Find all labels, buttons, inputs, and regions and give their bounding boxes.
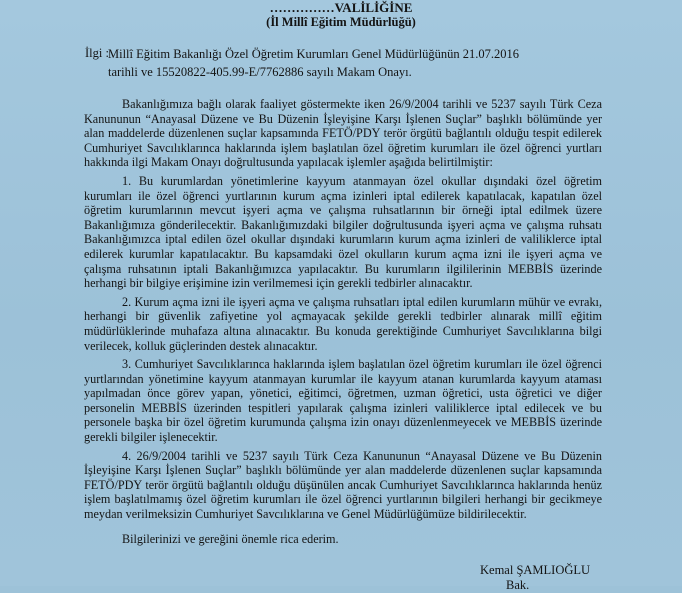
signatory-name: Kemal ŞAMLIOĞLU: [480, 563, 591, 577]
item-1-paragraph: 1. Bu kurumlardan yönetimlerine kayyum atanmayan özel okullar dışındaki özel öğretim kurumları ile özel öğrenci yurtlarının kurum açma izinleri iptal edilerek kapatılacak, kapatılan özel öğretim kurumlarının mevcut işyeri açma ve çalışma ruhsatlarının bir örneği iptal edilmek üzere Bakanlığımıza gönderilecektir. Bakanlığımızdaki bilgiler doğrultusunda işyeri açma ve çalışma ruhsatı Bakanlığımızca iptal edilen özel okullar dışındaki kurumların kurum açma izinleri de valiliklerce iptal edilerek kurumlar kapatılacaktır. Bu kapsamdaki özel okulların kurum açma izni ile işyeri açma ve çalışma ruhsatının iptali Bakanlığımızca yapılacaktır. Bu kurumların ilgililerinin MEBBİS üzerinde herhangi bir bilgiye erişimine izin verilmemesi için gerekli tedbirler alınacaktır.: [84, 173, 602, 291]
item-3-paragraph: 3. Cumhuriyet Savcılıklarınca haklarında işlem başlatılan özel öğretim kurumları ile özel öğrenci yurtlarından yönetimine kayyum atanmayan kurumlar ile kayyum atanan kurumlarda kayyum ataması yapılmadan önce görev yapan, yönetici, eğitimci, öğretmen, uzman öğretici, usta öğretici ve diğer personelin MEBBİS üzerinden tespitleri yapılarak çalışma izinleri valiliklerce iptal edilecek ve bu personele başka bir özel öğretim kurumunda çalışma izin onayı düzenlenmeyecek ve MEBBİS üzerinde gerekli bilgiler işlenecektir.: [84, 357, 602, 445]
item-2-paragraph: 2. Kurum açma izni ile işyeri açma ve çalışma ruhsatları iptal edilen kurumların mühür ve evrakı, herhangi bir güvenlik zafiyetine yol açmayacak şekilde gerekli tedbirler alınarak millî eğitim müdürlüklerinde muhafaza altına alınacaktır. Bu konuda gerektiğinde Cumhuriyet Savcılıklarına bilgi verilecek, kolluk güçlerinden destek alınacaktır.: [84, 294, 602, 353]
addressee-subtitle: (İl Millî Eğitim Müdürlüğü): [266, 15, 416, 29]
addressee-title: ……………VALİLİĞİNE: [269, 0, 413, 15]
signatory-title: Bak.: [506, 578, 530, 592]
document-body: [84, 97, 602, 550]
item-4-paragraph: 4. 26/9/2004 tarihli ve 5237 sayılı Türk Ceza Kanununun “Anayasal Düzene ve Bu Düzenin İşleyişine Karşı İşlenen Suçlar” başlıklı bölümünde yer alan maddelerde düzenlenen suçlar kapsamında FETÖ/PDY terör örgütü bağlantılı olduğu düşünülen ancak Cumhuriyet Savcılıklarınca haklarında henüz işlem başlatılmamış özel öğretim kurumları ile özel öğrenci yurtlarının bilgileri herhangi bir gecikmeye meydan verilmeksizin Cumhuriyet Savcılıklarına ve Genel Müdürlüğümüze bildirilecektir.: [84, 448, 602, 522]
reference-label: İlgi :: [85, 46, 109, 60]
reference-line-2: tarihli ve 15520822-405.99-E/7762886 sayılı Makam Onayı.: [108, 64, 412, 79]
reference-line-1: Millî Eğitim Bakanlığı Özel Öğretim Kurumları Genel Müdürlüğünün 21.07.2016: [108, 47, 520, 61]
intro-paragraph: Bakanlığımıza bağlı olarak faaliyet göstermekte iken 26/9/2004 tarihli ve 5237 sayılı Türk Ceza Kanununun “Anayasal Düzene ve Bu Düzenin İşleyişine Karşı İşlenen Suçlar” başlıklı bölümünde yer alan maddelerde düzenlenen suçlar kapsamında FETÖ/PDY terör örgütü bağlantılı olduğu tespit edilerek Cumhuriyet Savcılıklarınca haklarında işlem başlatılan özel öğretim kurumları ile özel öğrenci yurtları hakkında ilgi Makam Onayı doğrultusunda yapılacak işlemler aşağıda belirtilmiştir:: [84, 97, 602, 170]
closing-paragraph: Bilgilerinizi ve gereğini önemle rica ederim.: [122, 531, 339, 546]
reference-text: [108, 46, 628, 81]
